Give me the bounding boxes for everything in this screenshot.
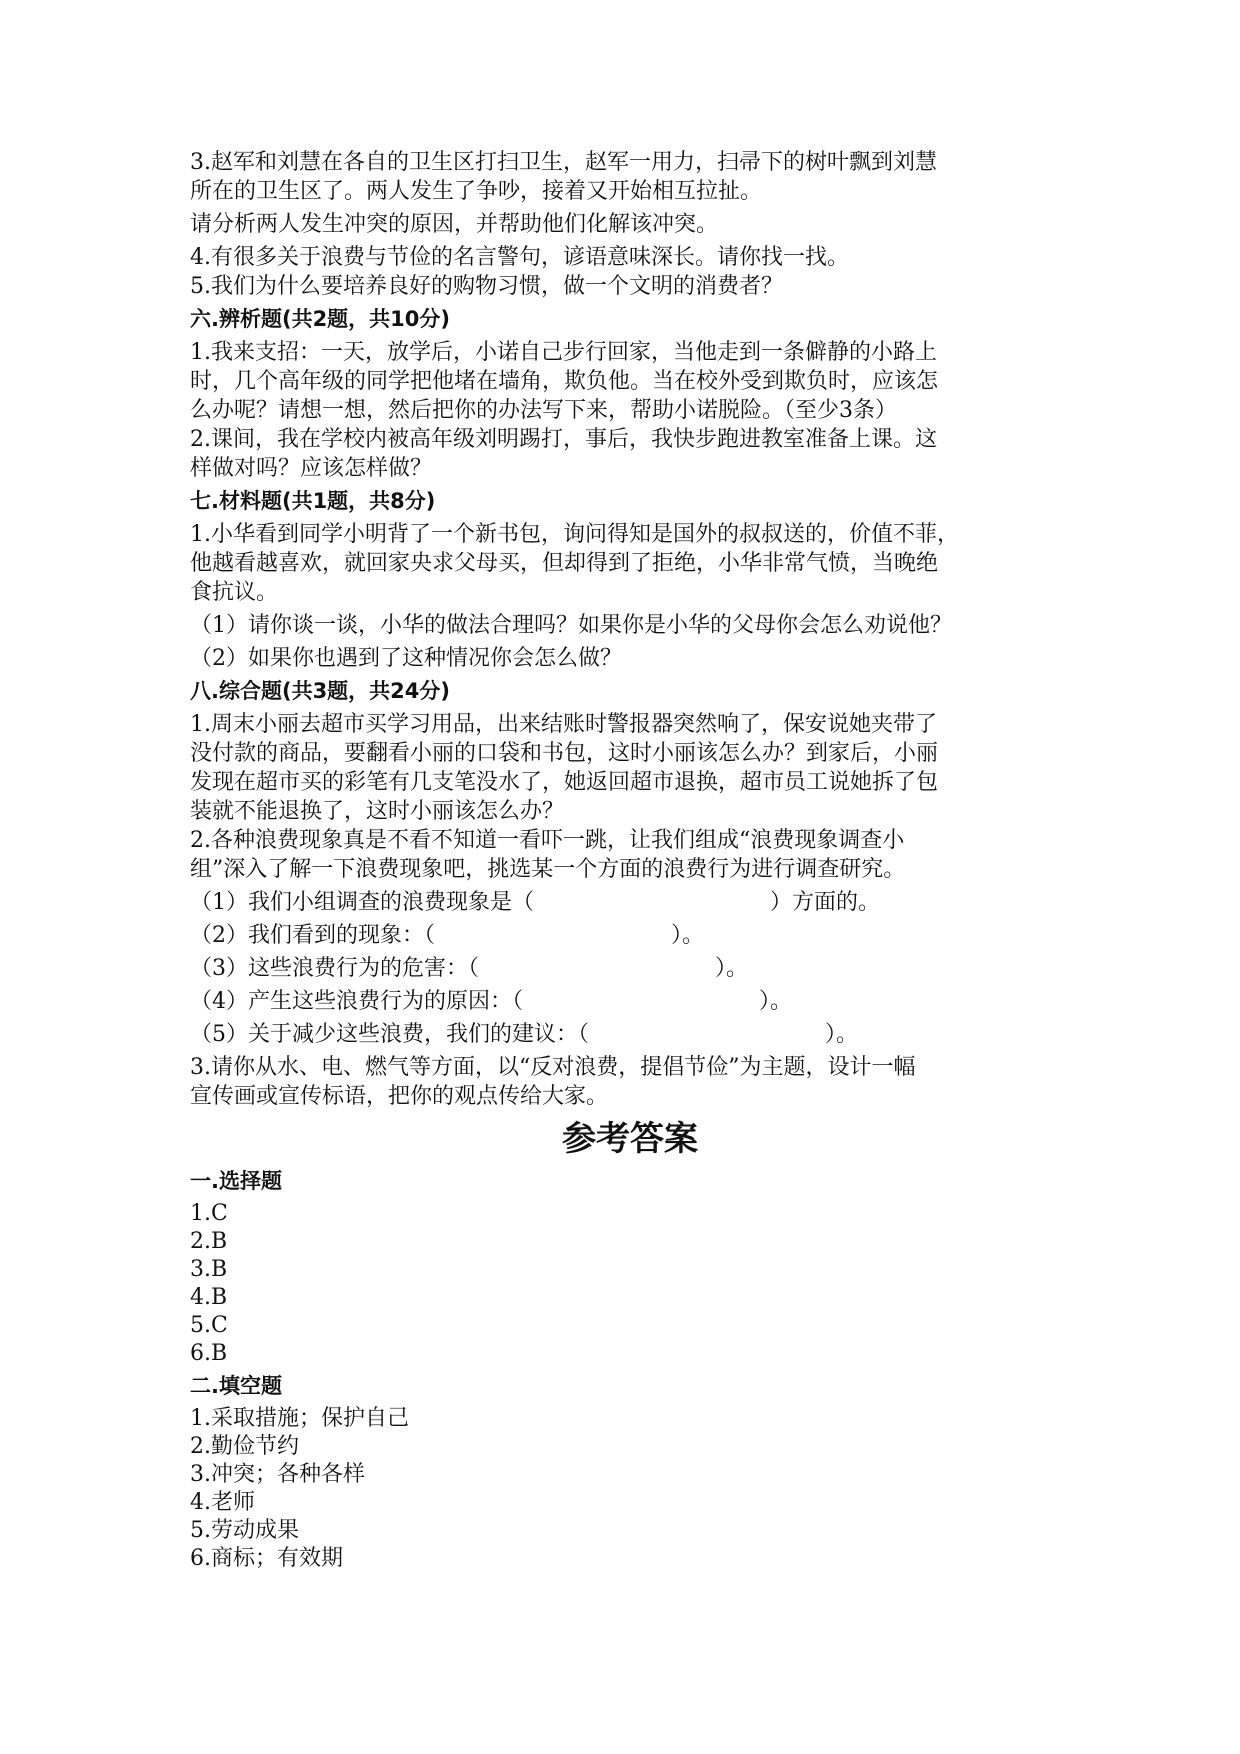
answer-key-title: 参考答案 [562, 1119, 698, 1159]
question-8-1-line1: 1.周末小丽去超市买学习用品，出来结账时警报器突然响了，保安说她夹带了 [190, 712, 937, 737]
question-8-2-sub2 [190, 921, 1070, 950]
question-8-1-line2: 没付款的商品，要翻看小丽的口袋和书包，这时小丽该怎么办？到家后，小丽 [190, 741, 939, 766]
question-5-3-prompt: 请分析两人发生冲突的原因，并帮助他们化解该冲突。 [190, 212, 719, 237]
answer-item: 4.B [190, 1285, 228, 1310]
question-5-3-line1: 3.赵军和刘慧在各自的卫生区打扫卫生，赵军一用力，扫帚下的树叶飘到刘慧 [190, 150, 937, 175]
question-8-2-sub4 [190, 987, 1070, 1016]
sub1-prefix: （1）我们小组调查的浪费现象是（ [190, 890, 534, 915]
question-5-3-line2: 所在的卫生区了。两人发生了争吵，接着又开始相互拉扯。 [190, 179, 763, 204]
question-8-2-sub1 [190, 888, 1070, 917]
section-8-heading: 八.综合题(共3题，共24分) [190, 679, 451, 703]
section-8 [190, 677, 1070, 1111]
answers-part1-heading: 一.选择题 [190, 1169, 282, 1193]
question-8-3-line1: 3.请你从水、电、燃气等方面，以“反对浪费，提倡节俭”为主题，设计一幅 [190, 1055, 916, 1080]
question-8-2-sub5 [190, 1020, 1070, 1049]
question-6-1-line1: 1.我来支招：一天，放学后，小诺自己步行回家，当他走到一条僻静的小路上 [190, 340, 937, 365]
answer-item: 3.B [190, 1257, 228, 1282]
answer-item: 5.劳动成果 [190, 1518, 299, 1543]
question-6-2-line2: 样做对吗？应该怎样做？ [190, 456, 433, 481]
sub4-prefix: （4）产生这些浪费行为的原因：（ [190, 989, 523, 1014]
question-7-1-sub1: （1）请你谈一谈，小华的做法合理吗？如果你是小华的父母你会怎么劝说他？ [190, 613, 952, 638]
section-7-heading: 七.材料题(共1题，共8分) [190, 489, 436, 513]
answer-item: 1.C [190, 1201, 228, 1226]
question-8-1-line4: 装就不能退换了，这时小丽该怎么办？ [190, 799, 565, 824]
sub1-suffix: ）方面的。 [770, 890, 881, 915]
section-7 [190, 487, 1070, 673]
sub5-suffix: ）。 [825, 1022, 859, 1047]
section-6-heading: 六.辨析题(共2题，共10分) [190, 307, 451, 331]
sub5-prefix: （5）关于减少这些浪费，我们的建议：（ [190, 1022, 589, 1047]
answer-item: 6.B [190, 1341, 228, 1366]
question-8-2-sub3 [190, 954, 1070, 983]
answer-item: 4.老师 [190, 1490, 255, 1515]
answer-item: 6.商标；有效期 [190, 1546, 343, 1571]
sub2-prefix: （2）我们看到的现象：（ [190, 923, 435, 948]
question-6-1-line3: 么办呢？请想一想，然后把你的办法写下来，帮助小诺脱险。（至少3条） [190, 398, 897, 423]
question-8-1-line3: 发现在超市买的彩笔有几支笔没水了，她返回超市退换，超市员工说她拆了包 [190, 770, 939, 795]
question-7-1-sub2: （2）如果你也遇到了这种情况你会怎么做？ [190, 646, 622, 671]
section-6 [190, 305, 1070, 483]
question-7-1-line1: 1.小华看到同学小明背了一个新书包，询问得知是国外的叔叔送的，价值不菲， [190, 522, 959, 547]
question-5-5: 5.我们为什么要培养良好的购物习惯，做一个文明的消费者？ [190, 274, 783, 299]
sub2-suffix: ）。 [671, 923, 705, 948]
section5-continued [190, 148, 1070, 301]
question-5-4: 4.有很多关于浪费与节俭的名言警句，谚语意味深长。请你找一找。 [190, 245, 849, 270]
document-page [190, 148, 1070, 1573]
question-6-2-line1: 2.课间，我在学校内被高年级刘明踢打，事后，我快步跑进教室准备上课。这 [190, 427, 937, 452]
answer-item: 1.采取措施；保护自己 [190, 1406, 409, 1431]
answer-item: 2.B [190, 1229, 228, 1254]
question-7-1-line3: 食抗议。 [190, 580, 279, 605]
question-8-3-line2: 宣传画或宣传标语，把你的观点传给大家。 [190, 1084, 609, 1109]
answer-item: 5.C [190, 1313, 228, 1338]
sub3-suffix: ）。 [715, 956, 749, 981]
question-6-1-line2: 时，几个高年级的同学把他堵在墙角，欺负他。当在校外受到欺负时，应该怎 [190, 369, 939, 394]
question-7-1-line2: 他越看越喜欢，就回家央求父母买，但却得到了拒绝，小华非常气愤，当晚绝 [190, 551, 939, 576]
question-8-2-line1: 2.各种浪费现象真是不看不知道一看吓一跳，让我们组成“浪费现象调查小 [190, 828, 905, 853]
answer-item: 3.冲突；各种各样 [190, 1462, 365, 1487]
answer-key [190, 1117, 1070, 1573]
answer-item: 2.勤俭节约 [190, 1434, 299, 1459]
sub3-prefix: （3）这些浪费行为的危害：（ [190, 956, 479, 981]
question-8-2-line2: 组”深入了解一下浪费现象吧，挑选某一个方面的浪费行为进行调查研究。 [190, 857, 906, 882]
sub4-suffix: ）。 [759, 989, 793, 1014]
answers-part2-heading: 二.填空题 [190, 1374, 282, 1398]
